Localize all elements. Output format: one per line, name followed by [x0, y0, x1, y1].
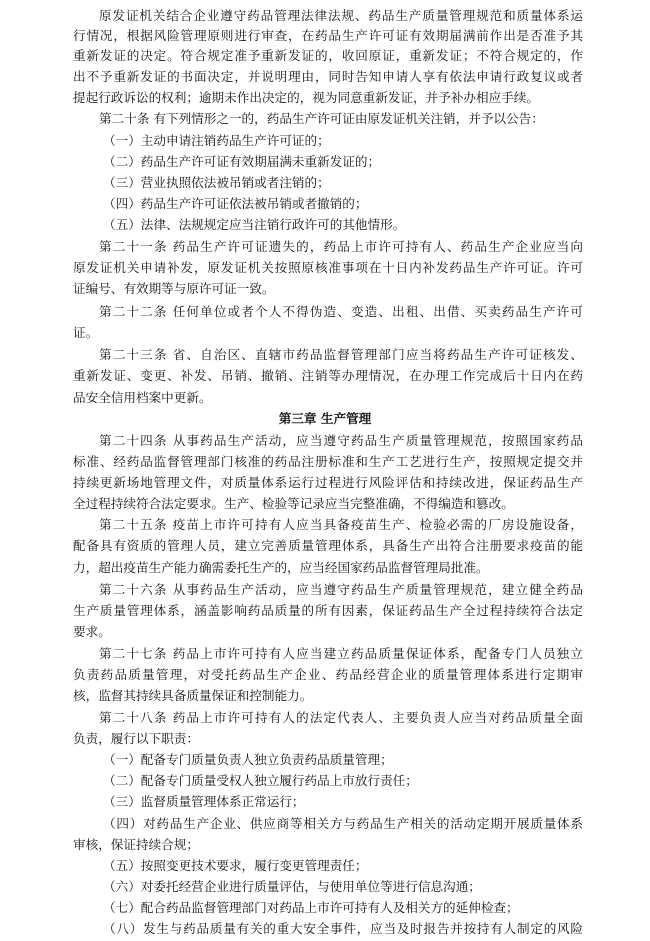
text-line: 证。 — [73, 325, 99, 340]
text-line: 负责药品质量管理，对受托药品生产企业、药品经营企业的质量管理体系进行定期审 — [73, 667, 583, 682]
text-line: 重新发证、变更、补发、吊销、撤销、注销等办理情况，在办理工作完成后十日内在药 — [73, 368, 583, 383]
text-line: 生产质量管理体系，涵盖影响药品质量的所有因素，保证药品生产全过程持续符合法定 — [73, 603, 583, 618]
text-line: （五）按照变更技术要求，履行变更管理责任； — [103, 858, 368, 873]
text-line: （一）配备专门质量负责人独立负责药品质量管理； — [103, 752, 393, 767]
text-line: （二）药品生产许可证有效期届满未重新发证的； — [103, 154, 381, 169]
text-line: 第二十四条 从事药品生产活动，应当遵守药品生产质量管理规范，按照国家药品 — [99, 433, 583, 448]
chapter-heading: 第三章 生产管理 — [278, 411, 372, 426]
text-line: 审核，保证持续合规； — [73, 837, 199, 852]
text-line: 标准、经药品监督管理部门核准的药品注册标准和生产工艺进行生产，按照规定提交并 — [73, 454, 583, 469]
text-line: 重新发证的决定。符合规定准予重新发证的，收回原证，重新发证；不符合规定的，作 — [73, 48, 583, 63]
text-line: 第二十一条 药品生产许可证遗失的，药品上市许可持有人、药品生产企业应当向 — [99, 239, 583, 254]
text-line: 力，超出疫苗生产能力确需委托生产的，应当经国家药品监督管理局批准。 — [73, 560, 489, 575]
text-line: （七）配合药品监督管理部门对药品上市许可持有人及相关方的延伸检查； — [103, 900, 519, 915]
text-line: 要求。 — [73, 624, 111, 639]
text-line: （六）对委托经营企业进行质量评估，与使用单位等进行信息沟通； — [103, 879, 481, 894]
text-line: 行情况，根据风险管理原则进行审查，在药品生产许可证有效期届满前作出是否准予其 — [73, 28, 583, 43]
text-line: 第二十五条 疫苗上市许可持有人应当具备疫苗生产、检验必需的厂房设施设备， — [99, 517, 583, 532]
text-line: （八）发生与药品质量有关的重大安全事件，应当及时报告并按持有人制定的风险 — [103, 921, 583, 936]
text-line: 核，监督其持续具备质量保证和控制能力。 — [73, 688, 313, 703]
text-line: 原发证机关申请补发，原发证机关按照原核准事项在十日内补发药品生产许可证。许可 — [73, 260, 583, 275]
text-line: 全过程持续符合法定要求。生产、检验等记录应当完整准确，不得编造和篡改。 — [73, 496, 514, 511]
text-line: （三）营业执照依法被吊销或者注销的； — [103, 175, 330, 190]
text-line: 第二十三条 省、自治区、直辖市药品监督管理部门应当将药品生产许可证核发、 — [99, 347, 583, 362]
text-line: 第二十八条 药品上市许可持有人的法定代表人、主要负责人应当对药品质量全面 — [99, 710, 583, 725]
text-line: 负责，履行以下职责： — [73, 731, 199, 746]
text-line: （一）主动申请注销药品生产许可证的； — [103, 133, 330, 148]
text-line: 配备具有资质的管理人员，建立完善质量管理体系，具备生产出符合注册要求疫苗的能 — [73, 538, 583, 553]
text-line: 提起行政诉讼的权利；逾期未作出决定的，视为同意重新发证，并予补办相应手续。 — [73, 90, 539, 105]
text-line: 第二十二条 任何单位或者个人不得伪造、变造、出租、出借、买卖药品生产许可 — [99, 304, 583, 319]
text-line: 出不予重新发证的书面决定，并说明理由，同时告知申请人享有依法申请行政复议或者 — [73, 69, 583, 84]
text-line: （四）对药品生产企业、供应商等相关方与药品生产相关的活动定期开展质量体系 — [103, 816, 583, 831]
text-line: 第二十条 有下列情形之一的，药品生产许可证由原发证机关注销，并予以公告： — [99, 111, 544, 126]
text-line: 第二十七条 药品上市许可持有人应当建立药品质量保证体系，配备专门人员独立 — [99, 646, 583, 661]
text-line: 第二十六条 从事药品生产活动，应当遵守药品生产质量管理规范，建立健全药品 — [99, 582, 583, 597]
text-line: 持续更新场地管理文件，对质量体系运行过程进行风险评估和持续改进，保证药品生产 — [73, 475, 583, 490]
text-line: 原发证机关结合企业遵守药品管理法律法规、药品生产质量管理规范和质量体系运 — [99, 8, 583, 23]
text-line: 证编号、有效期等与原许可证一致。 — [73, 281, 275, 296]
text-line: （五）法律、法规规定应当注销行政许可的其他情形。 — [103, 217, 406, 232]
text-line: （四）药品生产许可证依法被吊销或者撤销的； — [103, 196, 368, 211]
text-line: （三）监督质量管理体系正常运行； — [103, 794, 305, 809]
text-line: 品安全信用档案中更新。 — [73, 390, 212, 405]
text-line: （二）配备专门质量受权人独立履行药品上市放行责任； — [103, 773, 418, 788]
